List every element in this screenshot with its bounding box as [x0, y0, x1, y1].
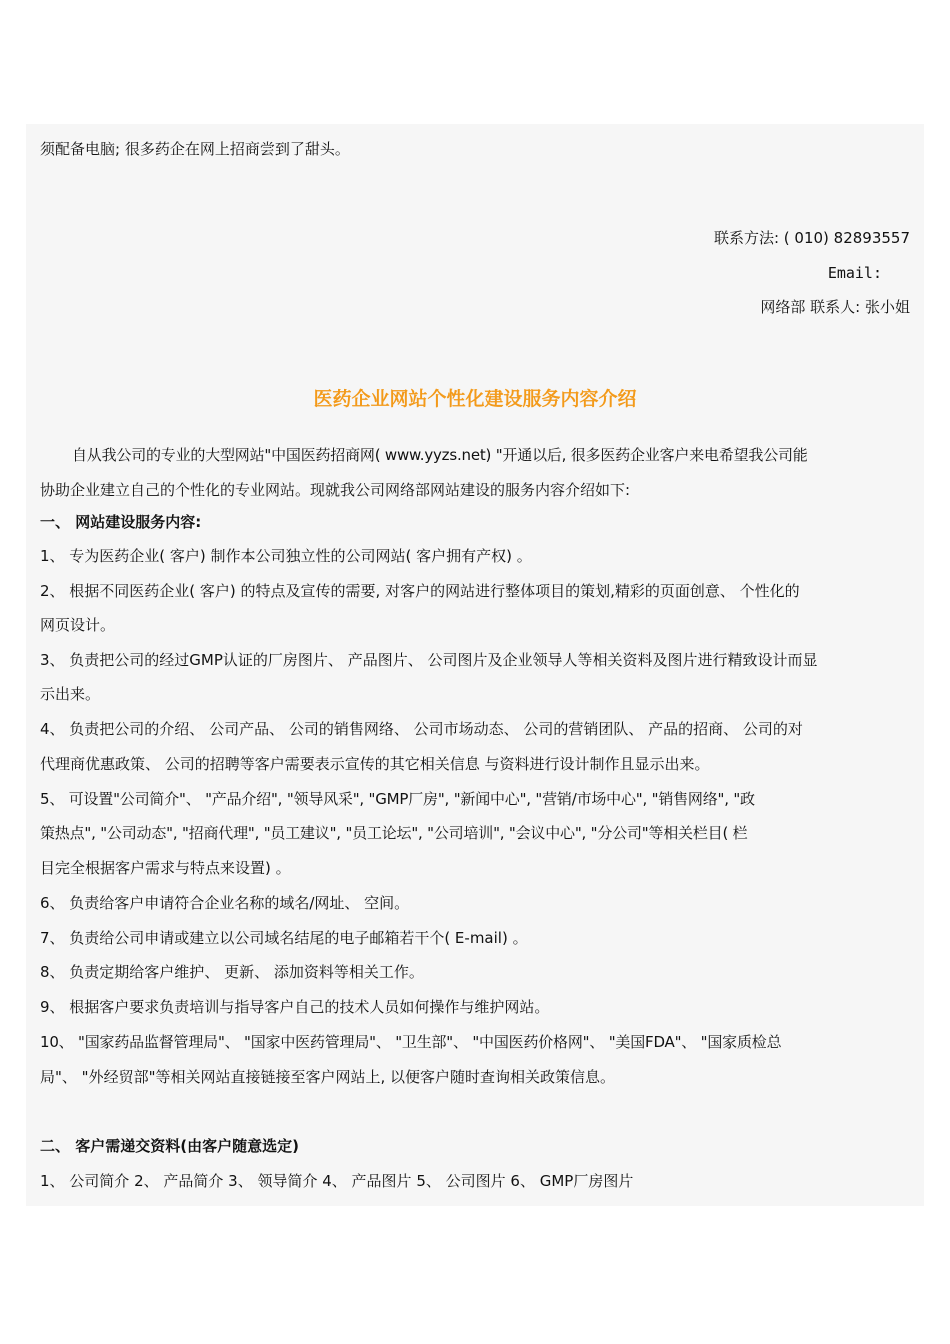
section-1-line: 3、 负责把公司的经过GMP认证的厂房图片、 产品图片、 公司图片及企业领导人等相关资料及图片进行精致设计而显 — [40, 651, 818, 669]
section-1-line: 网页设计。 — [40, 616, 116, 634]
section-1-line: 目完全根据客户需求与特点来设置) 。 — [40, 859, 291, 877]
section-1-line: 7、 负责给公司申请或建立以公司域名结尾的电子邮箱若干个( E-mail) 。 — [40, 929, 528, 947]
section-1-line: 10、 "国家药品监督管理局"、 "国家中医药管理局"、 "卫生部"、 "中国医药价格网"、 "美国FDA"、 "国家质检总 — [40, 1033, 782, 1051]
section-1-line: 8、 负责定期给客户维护、 更新、 添加资料等相关工作。 — [40, 963, 424, 981]
section-1-line: 示出来。 — [40, 685, 101, 703]
section-2-line: 1、 公司简介 2、 产品简介 3、 领导简介 4、 产品图片 5、 公司图片 6、 GMP厂房图片 — [40, 1172, 634, 1190]
section-1-line: 策热点", "公司动态", "招商代理", "员工建议", "员工论坛", "公司培训", "会议中心", "分公司"等相关栏目( 栏 — [40, 824, 748, 842]
document-title: 医药企业网站个性化建设服务内容介绍 — [313, 388, 637, 410]
section-1-line: 9、 根据客户要求负责培训与指导客户自己的技术人员如何操作与维护网站。 — [40, 998, 550, 1016]
section-2-heading: 二、 客户需递交资料(由客户随意选定) — [40, 1137, 299, 1155]
section-1-line: 6、 负责给客户申请符合企业名称的域名/网址、 空间。 — [40, 894, 410, 912]
intro-tail-text: 须配备电脑; 很多药企在网上招商尝到了甜头。 — [40, 140, 350, 158]
intro-paragraph-line-1: 自从我公司的专业的大型网站"中国医药招商网( www.yyzs.net) "开通以后, 很多医药企业客户来电希望我公司能 — [72, 446, 808, 464]
section-1-heading: 一、 网站建设服务内容: — [40, 513, 202, 531]
contact-phone: 联系方法: ( 010) 82893557 — [713, 229, 910, 247]
section-1-line: 代理商优惠政策、 公司的招聘等客户需要表示宣传的其它相关信息 与资料进行设计制作且显示出来。 — [40, 755, 710, 773]
section-1-line: 5、 可设置"公司简介"、 "产品介绍", "领导风采", "GMP厂房", "新闻中心", "营销/市场中心", "销售网络", "政 — [40, 790, 755, 808]
section-1-line: 2、 根据不同医药企业( 客户) 的特点及宣传的需要, 对客户的网站进行整体项目的策划,精彩的页面创意、 个性化的 — [40, 582, 800, 600]
contact-person: 网络部 联系人: 张小姐 — [760, 298, 910, 316]
section-1-line: 4、 负责把公司的介绍、 公司产品、 公司的销售网络、 公司市场动态、 公司的营销团队、 产品的招商、 公司的对 — [40, 720, 803, 738]
intro-paragraph-line-2: 协助企业建立自己的个性化的专业网站。现就我公司网络部网站建设的服务内容介绍如下: — [40, 481, 631, 499]
contact-email: Email: — [827, 264, 882, 282]
section-1-line: 局"、 "外经贸部"等相关网站直接链接至客户网站上, 以便客户随时查询相关政策信息。 — [40, 1068, 616, 1086]
section-1-line: 1、 专为医药企业( 客户) 制作本公司独立性的公司网站( 客户拥有产权) 。 — [40, 547, 532, 565]
